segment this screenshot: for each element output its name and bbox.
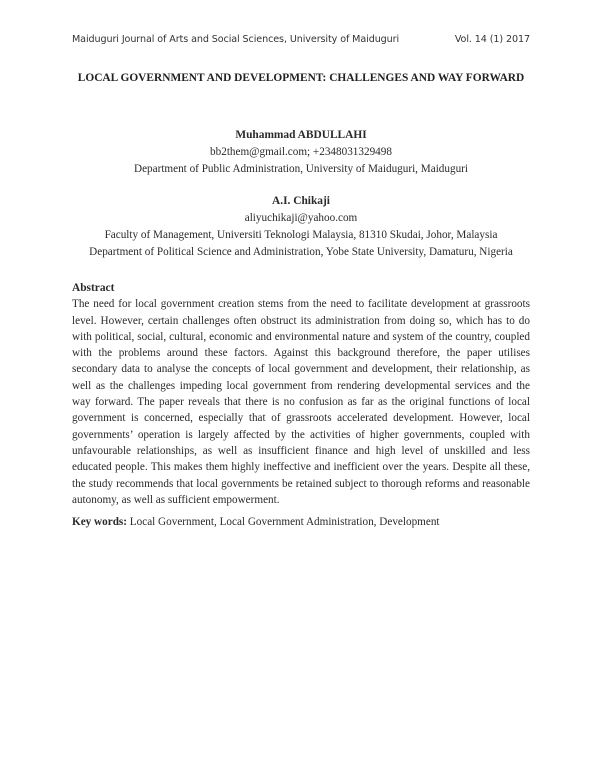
author-contact: aliyuchikaji@yahoo.com [244,212,358,224]
paper-title: LOCAL GOVERNMENT AND DEVELOPMENT: CHALLENGES AND WAY FORWARD [77,72,525,84]
abstract-section [72,280,530,508]
running-header [72,34,530,45]
author-contact: bb2them@gmail.com; +2348031329498 [210,146,392,158]
journal-name: Maiduguri Journal of Arts and Social Sciences, University of Maiduguri [72,34,400,45]
author-affiliation: Department of Political Science and Administration, Yobe State University, Damaturu, Nigeria [89,246,513,258]
abstract-body: The need for local government creation stems from the need to facilitate development at grassroots level. However, certain challenges often obstruct its administration from doing so, which has to do with political, social, cultural, economic and environmental nature and system of the country, coupled with the problems around these factors. Against this background therefore, the paper utilises secondary data to analyse the concepts of local government and development, their relationship, as well as the challenges impeding local government from rendering developmental services and the way forward. The paper reveals that there is no confusion as far as the original functions of local government is concerned, especially that of grassroots accelerated development. However, local governments’ operation is largely affected by the activities of higher governments, coupled with unfavourable relationships, as well as insufficient finance and high level of unskilled and less educated people. This makes them highly ineffective and inefficient over the years. Despite all these, the study recommends that local governments be retained subject to thorough reforms and reasonable autonomy, as well as sufficient empowerment. [72,298,530,506]
volume-info: Vol. 14 (1) 2017 [454,34,530,45]
author-affiliation: Department of Public Administration, University of Maiduguri, Maiduguri [133,163,469,175]
keywords-text: Local Government, Local Government Administration, Development [129,516,440,528]
author-name: Muhammad ABDULLAHI [235,129,367,141]
author-block-1 [72,127,530,178]
author-block-2 [72,193,530,261]
abstract-heading: Abstract [72,282,115,294]
keywords-label: Key words: [72,516,127,528]
author-affiliation: Faculty of Management, Universiti Teknologi Malaysia, 81310 Skudai, Johor, Malaysia [104,229,498,241]
keywords-section [72,514,530,530]
author-name: A.I. Chikaji [272,195,330,207]
